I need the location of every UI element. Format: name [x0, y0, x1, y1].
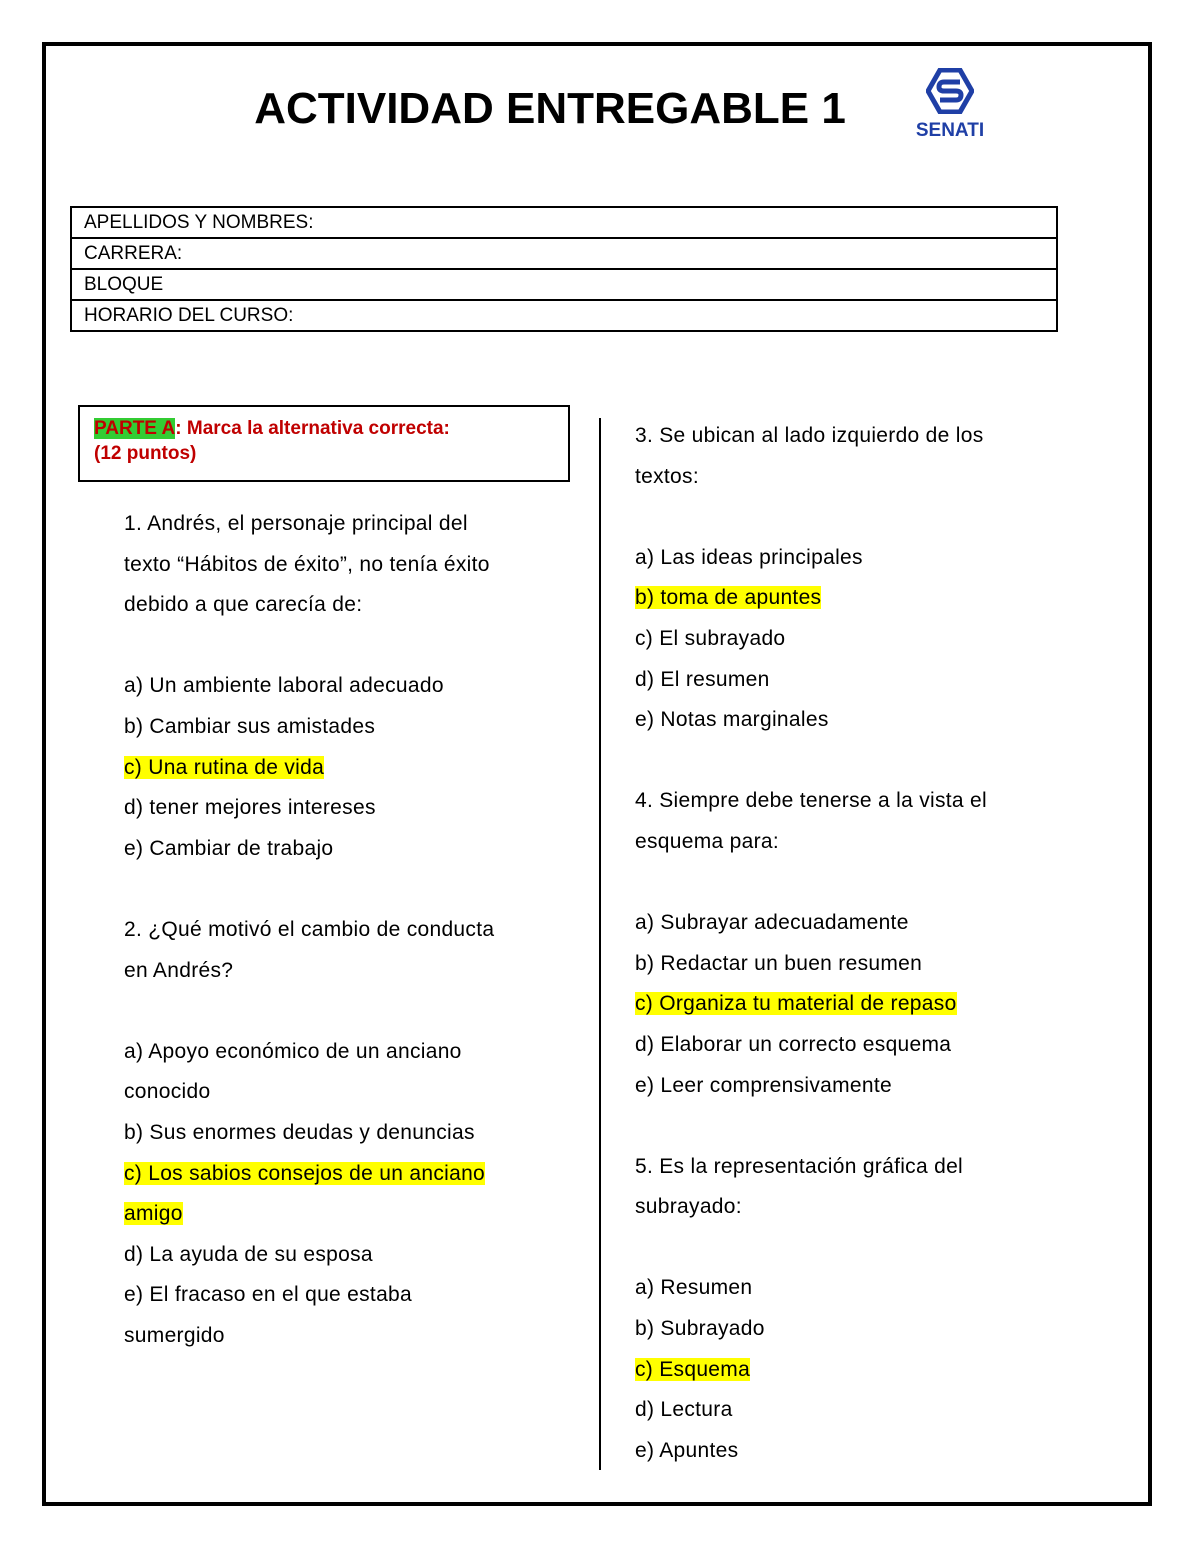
question-5-option[interactable] [635, 1268, 1075, 1309]
question-3-stem [635, 457, 1075, 498]
question-2-stem-text: en Andrés? [124, 958, 234, 982]
question-3-option[interactable] [635, 619, 1075, 660]
question-2-option[interactable] [124, 1316, 584, 1357]
question-3-option[interactable] [635, 700, 1075, 741]
question-2-option-text: conocido [124, 1080, 211, 1104]
question-2-stem-text: 2. ¿Qué motivó el cambio de conducta [124, 917, 495, 941]
question-4-stem [635, 822, 1075, 863]
spacer [635, 1228, 1075, 1269]
question-5-stem [635, 1147, 1075, 1188]
question-3-stem-text: textos: [635, 464, 699, 488]
question-3-option-text: d) El resumen [635, 667, 770, 691]
senati-logo-icon [926, 68, 974, 114]
question-1-option[interactable] [124, 788, 584, 829]
parte-a-points: (12 puntos) [94, 443, 197, 464]
question-4-stem-text: 4. Siempre debe tenerse a la vista el [635, 789, 987, 813]
question-1-option-text: b) Cambiar sus amistades [124, 714, 376, 738]
question-2-option[interactable] [124, 1194, 584, 1235]
question-4-option-text: d) Elaborar un correcto esquema [635, 1032, 952, 1056]
question-4-option[interactable] [635, 1025, 1075, 1066]
question-1-option[interactable] [124, 829, 584, 870]
question-2-option[interactable] [124, 1154, 584, 1195]
question-4-stem [635, 781, 1075, 822]
question-2-option-text: sumergido [124, 1323, 225, 1347]
question-2-option[interactable] [124, 1235, 584, 1276]
question-1-option-text: c) Una rutina de vida [124, 755, 325, 779]
question-2-stem [124, 910, 584, 951]
question-2-stem [124, 951, 584, 992]
question-3-option[interactable] [635, 578, 1075, 619]
spacer [635, 1106, 1075, 1147]
question-4-option-text: e) Leer comprensivamente [635, 1073, 892, 1097]
question-1-option-text: a) Un ambiente laboral adecuado [124, 674, 444, 698]
question-1-stem-text: debido a que carecía de: [124, 593, 363, 617]
question-5-option[interactable] [635, 1390, 1075, 1431]
spacer [124, 869, 584, 910]
question-3-option-text: a) Las ideas principales [635, 545, 863, 569]
question-3-option[interactable] [635, 660, 1075, 701]
question-5-option[interactable] [635, 1309, 1075, 1350]
question-2-option-text: c) Los sabios consejos de un anciano [124, 1161, 486, 1185]
info-field-bloque[interactable]: BLOQUE [71, 269, 1057, 300]
question-3-option-text: e) Notas marginales [635, 708, 829, 732]
senati-logo [905, 68, 995, 144]
question-5-option-text: d) Lectura [635, 1398, 733, 1422]
question-5-stem-text: subrayado: [635, 1195, 742, 1219]
info-row [71, 207, 1057, 238]
question-4-option[interactable] [635, 1066, 1075, 1107]
question-2-option-text: e) El fracaso en el que estaba [124, 1283, 413, 1307]
question-1-option[interactable] [124, 666, 584, 707]
question-2-option-text: d) La ayuda de su esposa [124, 1242, 373, 1266]
question-2-option[interactable] [124, 1275, 584, 1316]
logo-text: SENATI [915, 120, 985, 141]
question-1-option[interactable] [124, 707, 584, 748]
parte-a-instruction: : Marca la alternativa correcta: [175, 418, 450, 439]
info-field-apellidos[interactable]: APELLIDOS Y NOMBRES: [71, 207, 1057, 238]
question-4-option-text: c) Organiza tu material de repaso [635, 992, 957, 1016]
spacer [635, 741, 1075, 782]
info-row [71, 269, 1057, 300]
question-2-option[interactable] [124, 1032, 584, 1073]
question-1-stem-text: texto “Hábitos de éxito”, no tenía éxito [124, 552, 490, 576]
parte-a-label: PARTE A [94, 418, 176, 439]
page-title: ACTIVIDAD ENTREGABLE 1 [254, 84, 846, 133]
question-3-stem [635, 416, 1075, 457]
question-2-option-text: b) Sus enormes deudas y denuncias [124, 1120, 475, 1144]
question-1-option-text: e) Cambiar de trabajo [124, 836, 334, 860]
question-4-option[interactable] [635, 984, 1075, 1025]
question-5-option-text: c) Esquema [635, 1357, 751, 1381]
question-4-option[interactable] [635, 903, 1075, 944]
question-4-option-text: a) Subrayar adecuadamente [635, 911, 909, 935]
question-1-stem [124, 545, 584, 586]
question-5-stem-text: 5. Es la representación gráfica del [635, 1154, 964, 1178]
question-5-stem [635, 1187, 1075, 1228]
question-1-option-text: d) tener mejores intereses [124, 796, 376, 820]
question-1-stem [124, 585, 584, 626]
spacer [635, 497, 1075, 538]
spacer [635, 863, 1075, 904]
question-1-stem [124, 504, 584, 545]
question-1-stem-text: 1. Andrés, el personaje principal del [124, 512, 468, 535]
column-divider [599, 418, 601, 1470]
question-5-option[interactable] [635, 1350, 1075, 1391]
question-1-option[interactable] [124, 748, 584, 789]
right-column [635, 416, 1075, 1471]
question-5-option-text: a) Resumen [635, 1276, 753, 1300]
question-4-option[interactable] [635, 944, 1075, 985]
info-field-carrera[interactable]: CARRERA: [71, 238, 1057, 269]
question-5-option-text: b) Subrayado [635, 1317, 765, 1341]
question-5-option[interactable] [635, 1431, 1075, 1472]
question-2-option[interactable] [124, 1113, 584, 1154]
spacer [124, 991, 584, 1032]
question-4-option-text: b) Redactar un buen resumen [635, 951, 923, 975]
question-4-stem-text: esquema para: [635, 829, 779, 853]
info-field-horario[interactable]: HORARIO DEL CURSO: [71, 300, 1057, 331]
question-3-stem-text: 3. Se ubican al lado izquierdo de los [635, 424, 984, 447]
spacer [124, 626, 584, 667]
left-column [124, 504, 584, 1356]
question-2-option-text: a) Apoyo económico de un anciano [124, 1039, 462, 1063]
info-row [71, 300, 1057, 331]
question-3-option-text: c) El subrayado [635, 626, 786, 650]
question-3-option[interactable] [635, 538, 1075, 579]
student-info-table [70, 206, 1058, 332]
parte-a-instructions [78, 405, 570, 482]
question-2-option-text: amigo [124, 1202, 183, 1226]
question-5-option-text: e) Apuntes [635, 1438, 739, 1462]
question-3-option-text: b) toma de apuntes [635, 586, 822, 610]
question-2-option[interactable] [124, 1072, 584, 1113]
info-row [71, 238, 1057, 269]
